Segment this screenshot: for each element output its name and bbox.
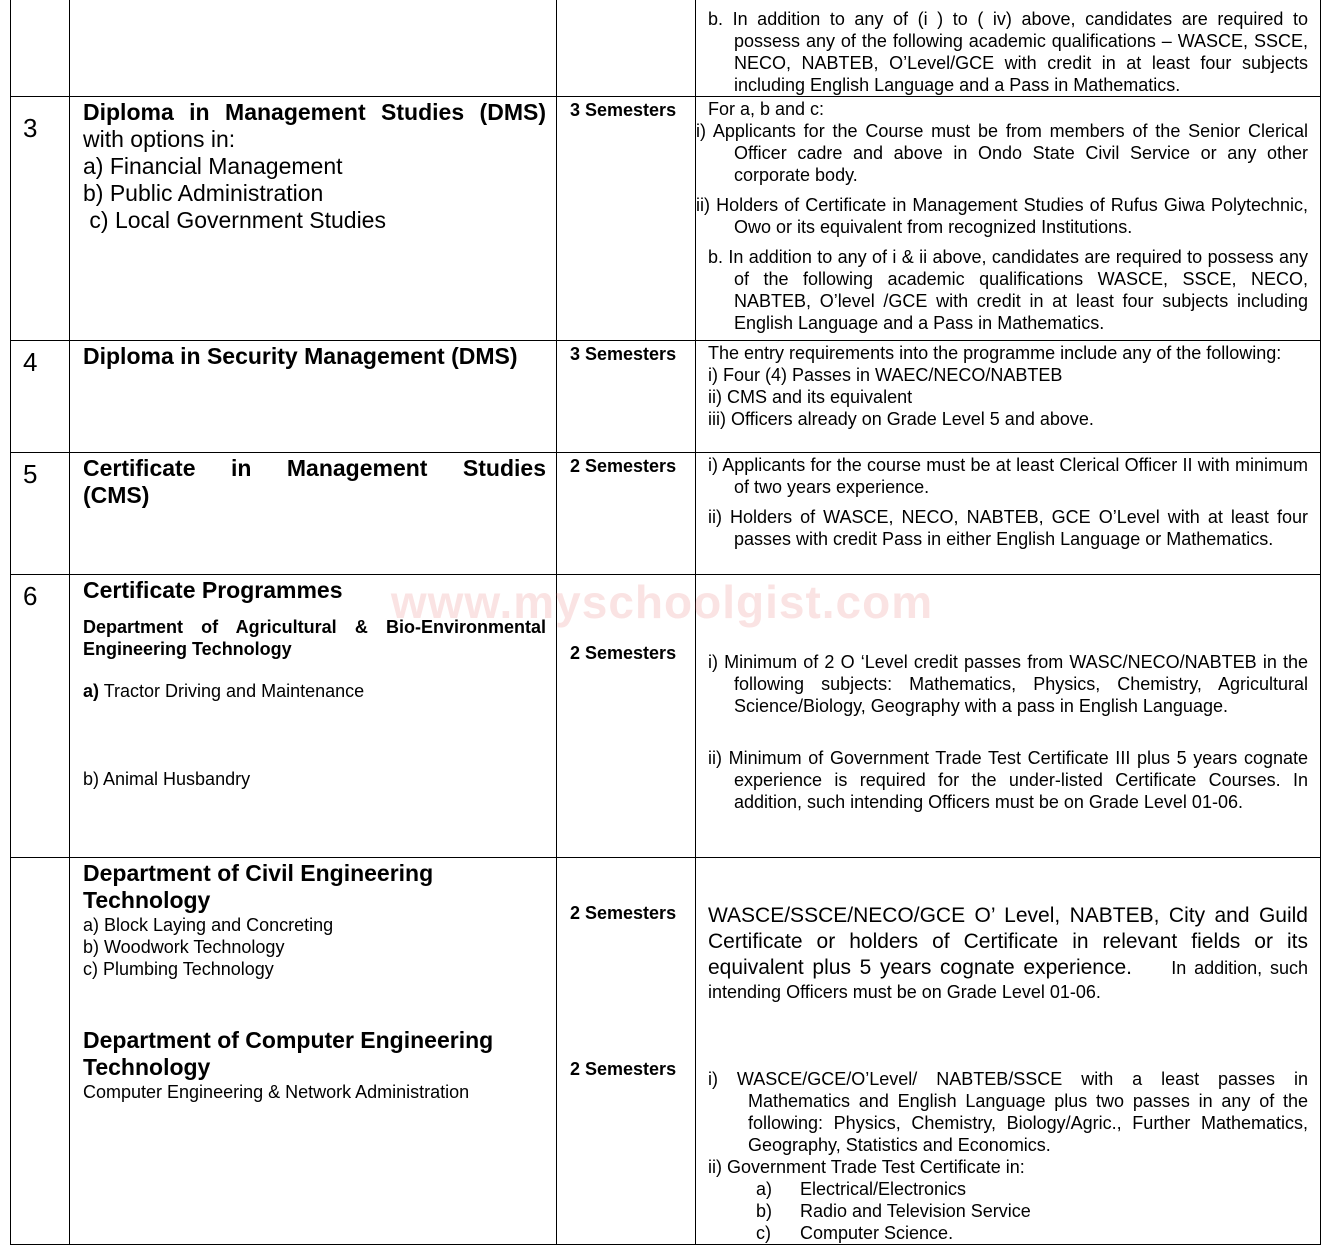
requirement-ii: ii) Holders of Certificate in Management Studies of Rufus Giwa Polytechnic, Owo or its equivalent from recognized Institutions. (696, 195, 1308, 237)
table-row (11, 341, 1321, 453)
requirement-i: i) Minimum of 2 O ‘Level credit passes from WASC/NECO/NABTEB in the following subjects: Mathematics, Physics, Chemistry, Agricultural Science/Biology, Geography with a pass in English Language. (708, 652, 1308, 716)
duration: 3 Semesters (557, 97, 696, 341)
row-number: 6 (11, 575, 70, 858)
option-item: a) Financial Management (83, 153, 343, 179)
duration: 2 Semesters (570, 1059, 677, 1079)
department-name: Department of Agricultural & Bio-Environmental Engineering Technology (83, 617, 546, 659)
item-prefix: a) (83, 681, 100, 701)
option-item: b) Public Administration (83, 180, 324, 206)
requirement-ii: ii) Minimum of Government Trade Test Certificate III plus 5 years cognate experience is required for the under-listed Certificate Courses. In addition, such intending Officers must be on Grade Level 01-06. (708, 748, 1308, 812)
course-title: Diploma in Management Studies (DMS) (83, 99, 546, 125)
course-item: Tractor Driving and Maintenance (99, 681, 365, 701)
table-row (11, 0, 1321, 97)
requirement-text: WASCE/SSCE/NECO/GCE O’ Level, NABTEB, City and Guild Certificate or holders of Certificate in relevant fields or its equivalent plus 5 years cognate experience. (708, 904, 1308, 979)
table-row (11, 453, 1321, 575)
course-title: Diploma in Security Management (DMS) (83, 343, 518, 369)
requirement-b: b. In addition to any of i & ii above, candidates are required to possess any of the following academic qualifications WASCE, SSCE, NECO, NABTEB, O’level /GCE with credit in at least four subjects including English Language and a Pass in Mathematics. (708, 247, 1308, 333)
requirement-i: i) Applicants for the Course must be from members of the Senior Clerical Officer cadre and above in Ondo State Civil Service or any other corporate body. (696, 121, 1308, 185)
requirement-intro: For a, b and c: (708, 99, 825, 119)
course-item: a) Block Laying and Concreting (83, 915, 334, 935)
row-number: 5 (11, 453, 70, 575)
requirement-ii: ii) CMS and its equivalent (708, 387, 913, 407)
requirement-i: i) Applicants for the course must be at least Clerical Officer II with minimum of two years experience. (708, 455, 1308, 497)
requirement-ii: ii) Holders of WASCE, NECO, NABTEB, GCE O’Level with at least four passes with credit Pass in either English Language or Mathematics. (708, 507, 1308, 549)
course-item: b) Woodwork Technology (83, 937, 285, 957)
course-item: Computer Engineering & Network Administration (83, 1082, 470, 1102)
duration: 3 Semesters (557, 341, 696, 453)
option-item: c) Local Government Studies (83, 207, 386, 233)
row-number (11, 0, 70, 97)
table-row (11, 575, 1321, 858)
table-row (11, 97, 1321, 341)
requirement-i: i) Four (4) Passes in WAEC/NECO/NABTEB (708, 365, 1063, 385)
row-number (11, 858, 70, 1245)
row-number: 3 (11, 97, 70, 341)
duration: 2 Semesters (557, 453, 696, 575)
course-item: c) Plumbing Technology (83, 959, 274, 979)
requirement-i: i) WASCE/GCE/O’Level/ NABTEB/SSCE with a least passes in Mathematics and English Language plus two passes in any of the following: Physics, Chemistry, Biology/Agric., Further Mathematics, Geography, Statistics and Economics. (708, 1069, 1308, 1155)
requirement-iii: iii) Officers already on Grade Level 5 and above. (708, 409, 1094, 429)
course-subtitle: with options in: (83, 126, 236, 152)
department-name: Department of Computer Engineering Technology (83, 1027, 494, 1080)
requirement-ii: ii) Government Trade Test Certificate in: (708, 1157, 1025, 1177)
requirement-intro: The entry requirements into the programme include any of the following: (708, 343, 1282, 363)
section-title: Certificate Programmes (83, 577, 343, 603)
duration: 2 Semesters (557, 575, 696, 858)
department-name: Department of Civil Engineering Technology (83, 860, 434, 913)
course-title: Certificate in Management Studies (83, 455, 546, 481)
watermark: www.myschoolgist.com (390, 576, 934, 628)
duration: 2 Semesters (570, 903, 677, 923)
list-item: a) Electrical/Electronics (756, 1179, 967, 1199)
course-title-line2: (CMS) (83, 482, 150, 508)
list-item: b) Radio and Television Service (756, 1201, 1031, 1221)
row-number: 4 (11, 341, 70, 453)
table-row (11, 858, 1321, 1245)
requirement-b: b. In addition to any of (i ) to ( iv) above, candidates are required to possess any of the following academic qualifications – WASCE, SSCE, NECO, NABTEB, O’Level/GCE with credit in at least four subjects including English Language and a Pass in Mathematics. (708, 9, 1308, 95)
course-item: b) Animal Husbandry (83, 769, 251, 789)
programmes-table (10, 0, 1321, 1245)
requirement-text-small: In addition, such intending Officers must be on Grade Level 01-06. (708, 958, 1314, 1002)
list-item: c) Computer Science. (756, 1223, 954, 1243)
